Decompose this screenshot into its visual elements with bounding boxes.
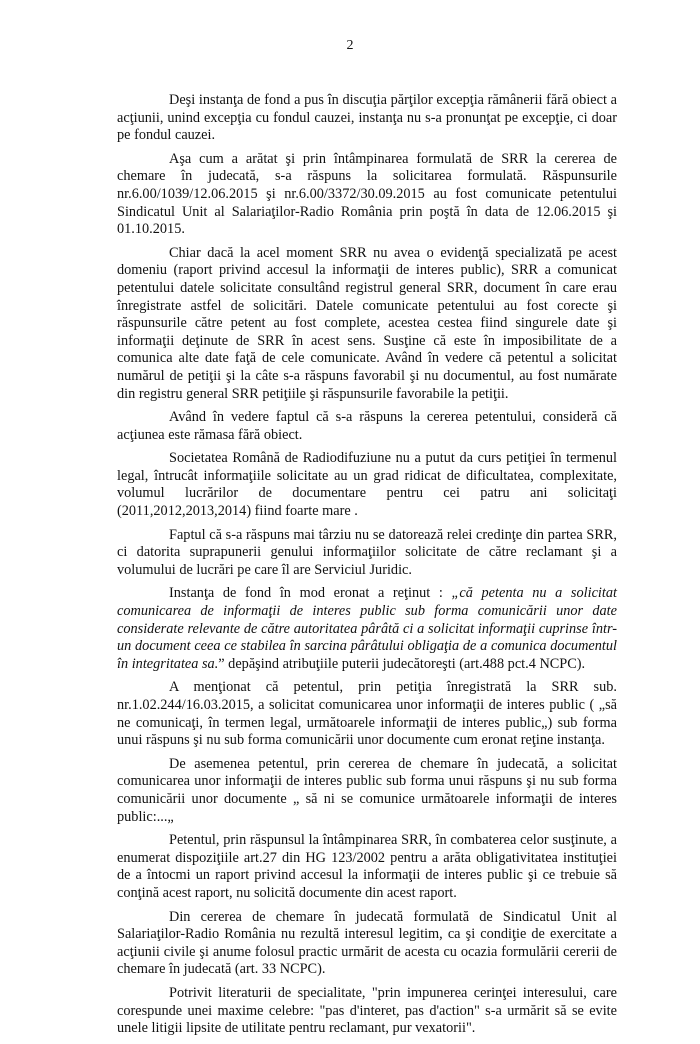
paragraph-7	[117, 585, 617, 673]
paragraph-4: Având în vedere faptul că s-a răspuns la cererea petentului, consideră că acţiunea este rămasa fără obiect.	[117, 409, 617, 443]
document-body	[117, 92, 617, 1044]
paragraph-5: Societatea Română de Radiodifuziune nu a putut da curs petiţiei în termenul legal, întrucât informaţiile solicitate au un grad ridicat de dificultatea, complexitate, volumul lucrărilor de documentare pentru cei patru ani solicitaţi (2011,2012,2013,2014) fiind foarte mare .	[117, 450, 617, 520]
paragraph-7-quote: „că petenta nu a solicitat comunicarea de informaţii de interes public sub forma comunicării unor date considerate relevante de către autoritatea pârâtă ci a solicitat informaţii cuprinse într-un document ceea ce stabilea în sarcina pârâtului obligaţia de a comunica documentul în integritatea sa.	[117, 585, 617, 672]
paragraph-12: Potrivit literaturii de specialitate, "prin impunerea cerinţei interesului, care corespunde unei maxime celebre: "pas d'interet, pas d'action" s-a urmărit să se evite unele litigii lipsite de utilitate pentru reclamant, pur vexatorii".	[117, 984, 617, 1037]
paragraph-10: Petentul, prin răspunsul la întâmpinarea SRR, în combaterea celor susţinute, a enumerat dispoziţiile art.27 din HG 123/2002 pentru a arăta obligativitatea instituţiei de a întocmi un raport privind accesul la informaţii de interes public şi ce trebuie să conţină acest raport, nu solicită documente din acest raport.	[117, 832, 617, 901]
paragraph-7-intro: Instanţa de fond în mod eronat a reţinut :	[169, 585, 452, 602]
paragraph-1: Deşi instanţa de fond a pus în discuţia părţilor excepţia rămânerii fără obiect a acţiunii, unind excepţia cu fondul cauzei, instanţa nu s-a pronunţat pe excepţie, ci doar pe fondul cauzei.	[117, 92, 617, 144]
paragraph-2: Aşa cum a arătat şi prin întâmpinarea formulată de SRR la cererea de chemare în judecată, s-a răspuns la solicitarea formulată. Răspunsurile nr.6.00/1039/12.06.2015 şi nr.6.00/3372/30.09.2015 au fost comunicate petentului Sindicatul Unit al Salariaţilor-Radio România prin poştă în data de 12.06.2015 şi 01.10.2015.	[117, 150, 617, 238]
page-number: 2	[346, 38, 354, 53]
paragraph-9: De asemenea petentul, prin cererea de chemare în judecată, a solicitat comunicarea unor informaţii de interes public sub forma unui răspuns şi nu sub forma comunicării unor documente „ să ni se comunice următoarele informaţii de interes public:...„	[117, 755, 617, 825]
paragraph-3: Chiar dacă la acel moment SRR nu avea o evidenţă specializată pe acest domeniu (raport privind accesul la informaţii de interes public), SRR a comunicat petentului datele solicitate consultând registrul general SRR, document în care erau înregistrate astfel de solicitări. Datele comunicate petentului au fost corecte şi răspunsurile către petent au fost complete, acestea cestea fiind singurele date şi informaţii deţinute de SRR în acest sens. Susţine că este în imposibilitate de a comunica alte date faţă de cele comunicate. Având în vedere că petentul a solicitat numărul de petiţii şi la câte s-a răspuns favorabil şi nu documentul, au fost numărate din registru general SRR petiţiile şi răspunsurile favorabile la petiţii.	[117, 244, 617, 402]
paragraph-11: Din cererea de chemare în judecată formulată de Sindicatul Unit al Salariaţilor-Radio România nu rezultă interesul legitim, ca şi condiţie de exercitate a acţiunii civile şi anume folosul practic urmărit de acesta cu ocazia formulării cererii de chemare în judecată (art. 33 NCPC).	[117, 908, 617, 978]
paragraph-7-outro: ” depăşind atribuţiile puterii judecătoreşti (art.488 pct.4 NCPC).	[218, 655, 586, 672]
paragraph-8: A menţionat că petentul, prin petiţia înregistrată la SRR sub. nr.1.02.244/16.03.2015, a solicitat comunicarea unor informaţii de interes public ( „să ne comunicaţi, în termen legal, următoarele informaţii de interes public„) sub forma unui răspuns şi nu sub forma comunicării unor documente cum eronat reţine instanţa.	[117, 679, 617, 749]
paragraph-6: Faptul că s-a răspuns mai târziu nu se datorează relei credinţe din partea SRR, ci datorita suprapunerii genului informaţiilor solicitate de către reclamant şi a volumului de lucrări pe care îl are Serviciul Juridic.	[117, 526, 617, 578]
